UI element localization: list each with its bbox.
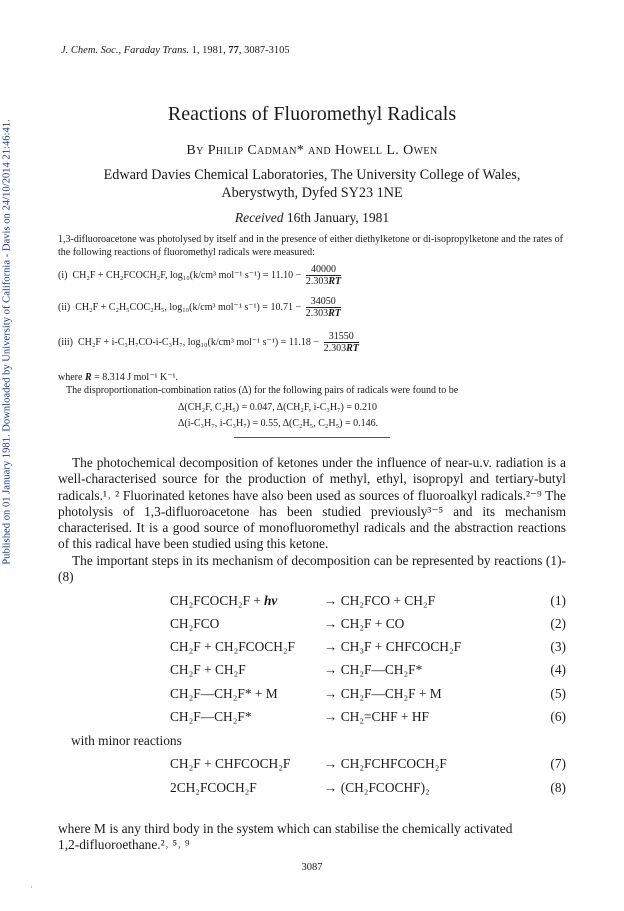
reaction-reactants: CH₂FCOCH₂F + hν [170,593,278,608]
journal-volume: 77 [228,45,239,56]
reaction-reactants: CH₂FCO [170,616,220,631]
affiliation-line-2: Aberystwyth, Dyfed SY23 1NE [221,185,403,201]
eq3-lhs: CH₂F + i-C₃H₇CO-i-C₃H₇, log₁₀(k/cm³ mol⁻¹ s⁻¹) = 11.18 − [78,336,320,348]
page-number: 3087 [301,862,323,873]
reaction-number: (2) [550,616,566,631]
affiliation-line-1: Edward Davies Chemical Laboratories, The University College of Wales, [103,167,521,183]
reaction-products: → CH₂FCO + CH₂F [324,593,436,608]
affiliation [0,166,624,202]
journal-series: 1 [191,45,197,56]
article-title: Reactions of Fluoromethyl Radicals [167,103,457,125]
journal-citation [61,45,290,56]
minor-reactions-label: with minor reactions [71,733,182,748]
reaction-reactants: CH₂F—CH₂F* + M [170,686,278,701]
eq1-numerator: 40000 [306,264,341,276]
disproportionation-sentence: The disproportionation-combination ratios (Δ) for the following pairs of radicals were found to be [66,385,459,396]
eq3-numerator: 31550 [324,331,359,343]
download-watermark [0,0,14,911]
reaction-number: (7) [550,756,566,771]
ratios-row-1: Δ(CH₂F, C₂H₅) = 0.047, Δ(CH₂F, i-C₃H₇) = 0.210 [178,402,378,413]
body-paragraph-3-line-1: where M is any third body in the system which can stabilise the chemically activated [58,821,513,836]
reaction-number: (8) [550,780,566,795]
eq1-denominator: 2.303RT [305,276,342,287]
journal-pages: , 3087-3105 [238,45,290,56]
author-line [0,143,624,159]
section-divider [234,437,390,438]
reaction-number: (5) [550,686,566,701]
eq3-label: (iii) [58,336,73,348]
reaction-reactants: CH₂F + CHFCOCH₂F [170,756,291,771]
reaction-reactants: 2CH₂FCOCH₂F [170,780,257,795]
reaction-products: → CH₂F—CH₂F + M [324,686,442,701]
reaction-products: → CH₃F + CHFCOCH₂F [324,639,462,654]
abstract-intro [58,234,563,259]
abstract-intro-text: 1,3-difluoroacetone was photolysed by itself and in the presence of either diethylketone or di-isopropylketone and the rates of the following reactions of fluoromethyl radicals were measured: [58,234,563,258]
gas-constant-note: where R = 8.314 J mol⁻¹ K⁻¹. [58,372,178,383]
rate-equation-2 [58,296,341,319]
reaction-reactants: CH₂F + CH₂FCOCH₂F [170,639,296,654]
eq1-lhs: CH₂F + CH₂FCOCH₂F, log₁₀(k/cm³ mol⁻¹ s⁻¹) = 11.10 − [72,269,302,281]
eq2-fraction [306,296,341,319]
author-by: By [186,143,204,158]
eq1-label: (i) [58,269,68,281]
body-paragraph-3-line-2: 1,2-difluoroethane.²˒ ⁵˒ ⁹ [58,837,190,852]
eq3-fraction [324,331,359,354]
body-paragraph-1: The photochemical decomposition of ketones under the influence of near-u.v. radiation is a well-characterised source for the production of methyl, ethyl, isopropyl and tertiary-butyl radicals.¹˒ ² Fluorinated ketones have also been used as sources of fluoroalkyl radicals.²⁻⁹ The photolysis of 1,3-difluoroacetone has been studied previously³⁻⁵ and its mechanism characterised. It is a good source of monofluoromethyl radicals and the abstraction reactions of this radical have been studied using this ketone. [58,455,566,552]
eq2-denominator: 2.303RT [305,308,341,319]
eq2-label: (ii) [58,301,71,313]
author-and: and [308,143,332,158]
download-watermark-text: Published on 01 January 1981. Downloaded by University of California - Davis on 24/10/2014 21:46:41. [1,119,13,565]
received-value: 16th January, 1981 [283,210,390,225]
received-date [0,210,624,226]
reaction-products: → (CH₂FCOCHF)₂ [324,780,430,795]
journal-year: , 1981, [196,45,229,56]
reaction-products: → CH₂FCHFCOCH₂F [324,756,447,771]
reaction-number: (3) [550,639,566,654]
eq2-lhs: CH₂F + C₂H₅COC₂H₅, log₁₀(k/cm³ mol⁻¹ s⁻¹) = 10.71 − [75,301,302,313]
journal-name: J. Chem. Soc., Faraday Trans. [61,45,192,56]
eq2-numerator: 34050 [306,296,341,308]
rate-equation-3 [58,331,359,354]
reaction-products: → CH₂F—CH₂F* [324,662,423,677]
ratios-row-2: Δ(i-C₃H₇, i-C₃H₇) = 0.55, Δ(C₂H₅, C₂H₅) = 0.146. [178,418,379,429]
reaction-number: (4) [550,662,566,677]
author-1: Philip Cadman* [207,143,305,158]
footer-mark: · [30,882,33,892]
reaction-products: → CH₂F + CO [324,616,405,631]
reaction-products: → CH₂=CHF + HF [324,709,429,724]
reaction-number: (1) [550,593,566,608]
received-label: Received [234,210,284,225]
eq1-fraction [306,264,341,287]
eq3-denominator: 2.303RT [323,343,359,354]
reaction-reactants: CH₂F—CH₂F* [170,709,252,724]
reaction-number: (6) [550,709,566,724]
body-text [58,455,566,585]
body-paragraph-2: The important steps in its mechanism of decomposition can be represented by reactions (1)-(8) [58,552,566,585]
author-2: Howell L. Owen [334,143,438,158]
reaction-reactants: CH₂F + CH₂F [170,662,246,677]
rate-equation-1 [58,264,341,287]
